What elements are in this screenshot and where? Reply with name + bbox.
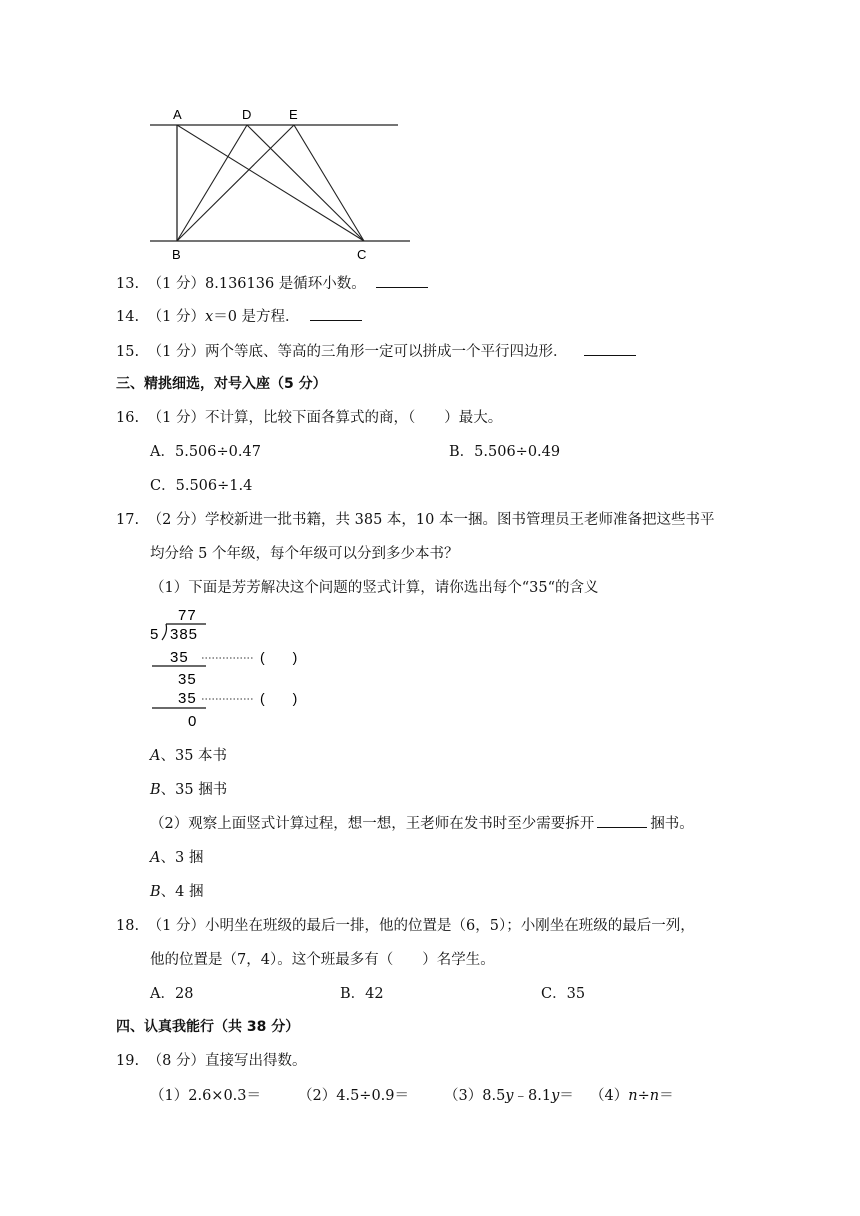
question-score: （1 分）: [147, 410, 206, 426]
question-19: [116, 1049, 307, 1070]
division-step-2: 35: [178, 690, 197, 707]
point-label-e: E: [289, 107, 298, 122]
sub-question-text-end: 捆书。: [650, 816, 694, 832]
section-3-heading: 三、精挑细选，对号入座（5 分）: [116, 376, 327, 392]
point-label-b: B: [172, 247, 181, 262]
question-score: （1 分）: [147, 276, 206, 292]
item-label: （4）: [590, 1088, 629, 1104]
question-score: （2 分）: [147, 512, 206, 528]
option-label: A: [150, 850, 161, 866]
item-operator: ÷: [637, 1088, 650, 1104]
division-paren-2: ( ): [260, 690, 298, 706]
question-text: ＝0 是方程．: [213, 309, 300, 325]
variable-x: x: [205, 309, 214, 325]
item-label: （1）: [150, 1088, 189, 1104]
option-text: 42: [365, 986, 384, 1002]
sub2-option-a[interactable]: [150, 846, 203, 867]
option-label: C．: [541, 986, 567, 1002]
question-score: （1 分）: [147, 309, 206, 325]
division-quotient: 77: [178, 607, 197, 624]
option-label: A．: [150, 986, 175, 1002]
variable-n: n: [628, 1088, 638, 1104]
question-text: 两个等底、等高的三角形一定可以拼成一个平行四边形．: [205, 344, 568, 360]
point-label-a: A: [173, 107, 182, 122]
option-label: C．: [150, 478, 176, 494]
answer-blank[interactable]: [310, 306, 362, 321]
option-text: 5.506÷1.4: [175, 478, 253, 494]
question-number: 13.: [116, 276, 140, 292]
calc-item-2: [298, 1084, 409, 1105]
variable-n: n: [649, 1088, 660, 1104]
question-18: [116, 914, 695, 935]
option-a[interactable]: [150, 440, 261, 461]
question-text: 直接写出得数。: [205, 1053, 307, 1069]
question-number: 15.: [116, 344, 140, 360]
option-text: 28: [174, 986, 194, 1002]
sub-option-b[interactable]: [150, 778, 227, 799]
option-label: B．: [449, 444, 475, 460]
sub2-option-b[interactable]: [150, 880, 204, 901]
answer-blank[interactable]: [376, 273, 428, 288]
division-dividend: 385: [170, 626, 199, 643]
division-step-1: 35: [170, 649, 189, 666]
option-label: B: [150, 782, 161, 798]
section-4-heading: 四、认真我能行（共 38 分）: [116, 1019, 300, 1035]
item-coef-2: ﹣8.1: [513, 1088, 552, 1104]
question-number: 17.: [116, 512, 140, 528]
calc-item-4: [590, 1084, 674, 1105]
triangle-figure: [148, 100, 410, 265]
question-17-sub-1: （1）下面是芳芳解决这个问题的竖式计算，请你选出每个“35“的含义: [150, 580, 599, 596]
question-text: 学校新进一批书籍，共 385 本，10 本一捆。图书管理员王老师准备把这些书平: [205, 512, 715, 528]
question-18-line-2: 他的位置是（7，4）。这个班最多有（ ）名学生。: [150, 952, 495, 968]
item-equals: ＝: [559, 1088, 574, 1104]
item-expr: 4.5÷0.9＝: [336, 1088, 410, 1104]
item-expr: 2.6×0.3＝: [188, 1088, 262, 1104]
question-14: [116, 305, 362, 326]
option-text: 、3 捆: [160, 850, 204, 866]
point-label-c: C: [357, 247, 367, 262]
option-c[interactable]: [150, 474, 252, 495]
option-b[interactable]: [449, 440, 560, 461]
option-text: 、4 捆: [160, 884, 204, 900]
option-text: 5.506÷0.49: [474, 444, 561, 460]
question-number: 19.: [116, 1053, 140, 1069]
question-17: [116, 508, 714, 529]
option-c[interactable]: [541, 982, 585, 1003]
option-text: 、35 本书: [160, 748, 228, 764]
division-divisor: 5: [150, 626, 159, 643]
question-17-line-2: 均分给 5 个年级，每个年级可以分到多少本书？: [150, 546, 459, 562]
item-equals: ＝: [659, 1088, 674, 1104]
division-final: 0: [188, 713, 197, 730]
question-number: 18.: [116, 918, 140, 934]
division-remainder-1: 35: [178, 671, 197, 688]
item-coef-1: 8.5: [482, 1088, 506, 1104]
question-score: （8 分）: [147, 1053, 206, 1069]
calc-item-1: [150, 1084, 261, 1105]
item-label: （2）: [298, 1088, 337, 1104]
question-number: 16.: [116, 410, 140, 426]
question-text: 8.136136 是循环小数。: [205, 276, 366, 292]
sub-question-text: （2）观察上面竖式计算过程，想一想，王老师在发书时至少需要拆开: [150, 816, 595, 832]
option-text: 5.506÷0.47: [174, 444, 261, 460]
question-15: [116, 340, 636, 361]
question-score: （1 分）: [147, 344, 206, 360]
question-13: [116, 272, 428, 293]
question-16: [116, 406, 502, 427]
sub-option-a[interactable]: [150, 744, 227, 765]
variable-y: y: [505, 1088, 514, 1104]
question-17-sub-2: [150, 812, 694, 833]
question-text: 不计算，比较下面各算式的商，（ ）最大。: [205, 410, 503, 426]
long-division-figure: [148, 604, 300, 730]
option-label: A: [150, 748, 161, 764]
item-label: （3）: [444, 1088, 483, 1104]
question-text: 小明坐在班级的最后一排，他的位置是（6，5）；小刚坐在班级的最后一列，: [205, 918, 695, 934]
option-b[interactable]: [340, 982, 384, 1003]
answer-blank[interactable]: [584, 341, 636, 356]
variable-y: y: [551, 1088, 560, 1104]
division-paren-1: ( ): [260, 649, 298, 665]
calc-item-3: [444, 1084, 574, 1105]
option-label: B．: [340, 986, 366, 1002]
question-number: 14.: [116, 309, 140, 325]
option-label: A．: [150, 444, 175, 460]
option-text: 35: [566, 986, 586, 1002]
option-text: 、35 捆书: [160, 782, 228, 798]
option-label: B: [150, 884, 161, 900]
point-label-d: D: [242, 107, 252, 122]
answer-blank[interactable]: [597, 813, 647, 828]
question-score: （1 分）: [147, 918, 206, 934]
option-a[interactable]: [150, 982, 193, 1003]
